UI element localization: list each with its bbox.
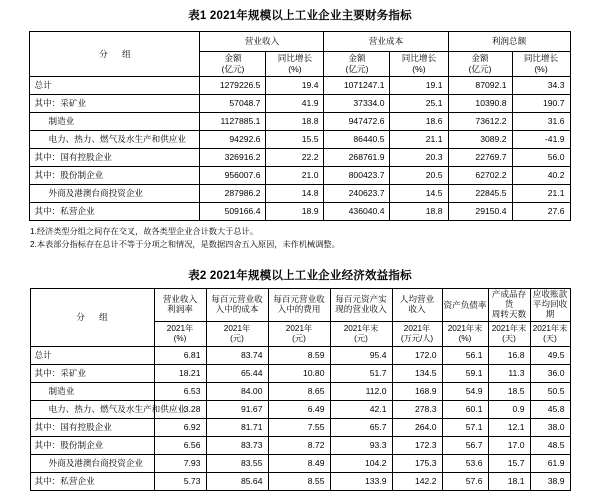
table1-row-label: 制造业 (30, 113, 200, 131)
table-row (30, 401, 570, 419)
table2-cell: 50.5 (530, 383, 570, 401)
table2-cell: 7.93 (154, 455, 206, 473)
table2-cell: 175.3 (392, 455, 442, 473)
table1-note-1: 1.经济类型分组之间存在交叉，故各类型企业合计数大于总计。 (30, 227, 258, 236)
table1-cell: 268761.9 (324, 149, 390, 167)
table1-cell: 14.8 (266, 185, 324, 203)
table2-cell: 85.64 (206, 473, 268, 491)
table2-head (30, 289, 570, 347)
table1-subheader-revenue-growth-l1: 同比增长 (277, 53, 313, 64)
table2-col-expense-per-100-l1: 每百元营业收 (273, 294, 325, 305)
table1-cell: 10390.8 (448, 95, 512, 113)
table2-cell: 18.21 (154, 365, 206, 383)
table1-subheader-cost-amount-l2: (亿元) (345, 64, 369, 74)
table1-notes (30, 226, 570, 251)
table2-row-label: 其中：私营企业 (30, 473, 154, 491)
table2-unit-expense-per-100 (268, 322, 330, 347)
table2-unit-profit-margin (154, 322, 206, 347)
table2-cell: 168.9 (392, 383, 442, 401)
table2-cell: 6.81 (154, 347, 206, 365)
table1-cell: 14.5 (390, 185, 448, 203)
table2-cell: 18.5 (488, 383, 530, 401)
table1-subheader-profit-growth (512, 52, 570, 77)
table1-title: 表1 2021年规模以上工业企业主要财务指标 (188, 10, 412, 22)
table2-unit-receivables-period-l1: 2021年末 (532, 323, 568, 333)
table2-unit-revenue-per-capita (392, 322, 442, 347)
table-row (30, 113, 570, 131)
table2-cell: 3.28 (154, 401, 206, 419)
table1-cell: 25.1 (390, 95, 448, 113)
table1-cell: 18.9 (266, 203, 324, 221)
table2-cell: 42.1 (330, 401, 392, 419)
table1-colgroup-profit: 利润总额 (448, 32, 570, 52)
table2-cell: 84.00 (206, 383, 268, 401)
table1-cell: 37334.0 (324, 95, 390, 113)
table2-cell: 172.3 (392, 437, 442, 455)
table2-cell: 264.0 (392, 419, 442, 437)
table2-cell: 6.56 (154, 437, 206, 455)
table1-cell: 22.2 (266, 149, 324, 167)
table1-cell: 86440.5 (324, 131, 390, 149)
table1-cell: 29150.4 (448, 203, 512, 221)
table2-unit-revenue-per-100-assets-l2: (元) (354, 334, 368, 344)
table2-cell: 83.74 (206, 347, 268, 365)
table2-col-receivables-period-l2: 平均回收期 (532, 299, 568, 320)
table2 (30, 288, 571, 491)
table2-unit-expense-per-100-l2: (元) (292, 334, 306, 344)
table2-cell: 12.1 (488, 419, 530, 437)
table2-cell: 91.67 (206, 401, 268, 419)
table-row (30, 383, 570, 401)
table1-row-label: 其中：私营企业 (30, 203, 200, 221)
table2-unit-receivables-period (530, 322, 570, 347)
table1-subheader-revenue-amount (200, 52, 266, 77)
table2-cell: 95.4 (330, 347, 392, 365)
table1-cell: 287986.2 (200, 185, 266, 203)
table1-cell: 3089.2 (448, 131, 512, 149)
table1-cell: 22769.7 (448, 149, 512, 167)
table2-cell: 56.7 (442, 437, 488, 455)
table2-row-label: 制造业 (30, 383, 154, 401)
table-row (30, 77, 570, 95)
table1-title-wrapper (0, 0, 600, 23)
table2-body (30, 347, 570, 491)
table2-cell: 36.0 (530, 365, 570, 383)
table1-subheader-revenue-amount-l1: 金额 (224, 53, 242, 64)
table-row (30, 473, 570, 491)
table2-unit-debt-ratio-l2: (%) (458, 334, 472, 344)
table-row (30, 455, 570, 473)
table2-col-cost-per-100-l2: 入中的成本 (215, 304, 259, 315)
table1-cell: 20.5 (390, 167, 448, 185)
table-row (30, 203, 570, 221)
table1-subheader-cost-amount (324, 52, 390, 77)
table2-cell: 172.0 (392, 347, 442, 365)
table2-cell: 104.2 (330, 455, 392, 473)
table1-cell: 18.8 (390, 203, 448, 221)
table1-row-label: 其中：采矿业 (30, 95, 200, 113)
table2-row-label: 电力、热力、燃气及水生产和供应业 (30, 401, 154, 419)
table2-col-inventory-turnover-l1: 产成品存货 (491, 289, 527, 310)
table-row (30, 419, 570, 437)
table1-cell: 1127885.1 (200, 113, 266, 131)
table2-cell: 48.5 (530, 437, 570, 455)
table1-cell: 190.7 (512, 95, 570, 113)
table2-cell: 16.8 (488, 347, 530, 365)
table2-cell: 10.80 (268, 365, 330, 383)
table2-cell: 81.71 (206, 419, 268, 437)
table2-col-expense-per-100 (268, 289, 330, 322)
table-row (30, 185, 570, 203)
table2-col-profit-margin-l1: 营业收入 (162, 294, 198, 305)
table2-col-revenue-per-capita (392, 289, 442, 322)
table1-cell: 57048.7 (200, 95, 266, 113)
table2-unit-expense-per-100-l1: 2021年 (285, 323, 313, 333)
table2-col-revenue-per-100-assets-l2: 现的营业收入 (335, 304, 387, 315)
table2-cell: 17.0 (488, 437, 530, 455)
table-row (30, 365, 570, 383)
table1-cell: 40.2 (512, 167, 570, 185)
table1-subheader-revenue-growth-l2: (%) (288, 64, 302, 74)
table1-row-label: 外商及港澳台商投资企业 (30, 185, 200, 203)
table2-cell: 133.9 (330, 473, 392, 491)
table2-row-label: 外商及港澳台商投资企业 (30, 455, 154, 473)
table2-col-cost-per-100-l1: 每百元营业收 (211, 294, 263, 305)
table1-cell: 21.0 (266, 167, 324, 185)
table1-subheader-revenue-amount-l2: (亿元) (221, 64, 245, 74)
table2-cell: 51.7 (330, 365, 392, 383)
table1-cell: 326916.2 (200, 149, 266, 167)
table2-unit-cost-per-100 (206, 322, 268, 347)
table1-cell: 947472.6 (324, 113, 390, 131)
table2-cell: 6.53 (154, 383, 206, 401)
table2-cell: 8.59 (268, 347, 330, 365)
table2-unit-revenue-per-100-assets-l1: 2021年末 (343, 323, 379, 333)
table2-cell: 57.1 (442, 419, 488, 437)
table1-colgroup-revenue: 营业收入 (200, 32, 324, 52)
table1-cell: 20.3 (390, 149, 448, 167)
table2-cell: 15.7 (488, 455, 530, 473)
table2-cell: 6.49 (268, 401, 330, 419)
table2-cell: 8.72 (268, 437, 330, 455)
table2-cell: 83.55 (206, 455, 268, 473)
table2-unit-debt-ratio (442, 322, 488, 347)
table1 (29, 31, 570, 221)
table2-cell: 134.5 (392, 365, 442, 383)
table1-cell: 15.5 (266, 131, 324, 149)
table2-col-debt-ratio-l1: 资产负债率 (443, 299, 487, 310)
table2-cell: 54.9 (442, 383, 488, 401)
table1-subheader-cost-growth-l1: 同比增长 (401, 53, 437, 64)
table2-cell: 8.49 (268, 455, 330, 473)
table1-cell: 509166.4 (200, 203, 266, 221)
table1-cell: 240623.7 (324, 185, 390, 203)
table1-cell: 56.0 (512, 149, 570, 167)
table2-col-revenue-per-capita-l2: 收入 (408, 304, 426, 315)
table-row (30, 437, 570, 455)
table2-cell: 8.55 (268, 473, 330, 491)
table1-cell: 41.9 (266, 95, 324, 113)
table2-cell: 49.5 (530, 347, 570, 365)
table1-cell: 956007.6 (200, 167, 266, 185)
table2-cell: 57.6 (442, 473, 488, 491)
table2-cell: 45.8 (530, 401, 570, 419)
table2-unit-revenue-per-capita-l1: 2021年 (403, 323, 431, 333)
table2-row-label: 其中：股份制企业 (30, 437, 154, 455)
table1-subheader-cost-growth (390, 52, 448, 77)
table2-title-wrapper (0, 251, 600, 288)
table1-body (30, 77, 570, 221)
table2-col-cost-per-100 (206, 289, 268, 322)
table2-cell: 38.9 (530, 473, 570, 491)
table2-cell: 61.9 (530, 455, 570, 473)
table2-unit-debt-ratio-l1: 2021年末 (447, 323, 483, 333)
table1-cell: 27.6 (512, 203, 570, 221)
table2-col-inventory-turnover-l2: 周转天数 (491, 309, 527, 320)
table2-col-receivables-period-l1: 应收账款 (532, 289, 568, 300)
table1-subheader-cost-growth-l2: (%) (412, 64, 426, 74)
table2-row-label: 其中：国有控股企业 (30, 419, 154, 437)
table1-row-label: 电力、热力、燃气及水生产和供应业 (30, 131, 200, 149)
table1-subheader-profit-amount-l2: (亿元) (468, 64, 492, 74)
table1-note-2: 2.本表部分指标存在总计不等于分项之和情况，是数据四舍五入原因，未作机械调整。 (30, 239, 340, 249)
table1-cell: 21.1 (390, 131, 448, 149)
table1-cell: 31.6 (512, 113, 570, 131)
table1-header-row-groups (30, 32, 570, 52)
table2-cell: 5.73 (154, 473, 206, 491)
table2-col-revenue-per-100-assets (330, 289, 392, 322)
table1-cell: 22845.5 (448, 185, 512, 203)
table2-cell: 65.44 (206, 365, 268, 383)
table1-cell: 1279226.5 (200, 77, 266, 95)
table2-cell: 0.9 (488, 401, 530, 419)
table2-unit-profit-margin-l2: (%) (173, 334, 187, 344)
table2-unit-revenue-per-100-assets (330, 322, 392, 347)
table2-unit-profit-margin-l1: 2021年 (166, 323, 194, 333)
table1-cell: 73612.2 (448, 113, 512, 131)
table2-cell: 83.73 (206, 437, 268, 455)
table1-cell: -41.9 (512, 131, 570, 149)
table1-subheader-profit-growth-l1: 同比增长 (523, 53, 559, 64)
table2-cell: 8.65 (268, 383, 330, 401)
table1-subheader-profit-growth-l2: (%) (534, 64, 548, 74)
table2-row-label: 其中：采矿业 (30, 365, 154, 383)
table2-cell: 142.2 (392, 473, 442, 491)
table1-cell: 800423.7 (324, 167, 390, 185)
table2-cell: 6.92 (154, 419, 206, 437)
table2-unit-revenue-per-capita-l2: (万元/人) (400, 334, 434, 344)
table1-row-label: 其中：国有控股企业 (30, 149, 200, 167)
table1-row-label: 总计 (30, 77, 200, 95)
table1-cell: 21.1 (512, 185, 570, 203)
table2-unit-inventory-turnover-l1: 2021年末 (491, 323, 527, 333)
table2-col-profit-margin (154, 289, 206, 322)
table2-col-expense-per-100-l2: 入中的费用 (277, 304, 321, 315)
table2-unit-receivables-period-l2: (天) (543, 334, 557, 344)
table-row (30, 149, 570, 167)
table1-cell: 1071247.1 (324, 77, 390, 95)
table2-cell: 60.1 (442, 401, 488, 419)
table2-header-row-main (30, 289, 570, 322)
table2-cell: 11.3 (488, 365, 530, 383)
table2-cell: 93.3 (330, 437, 392, 455)
table2-unit-inventory-turnover (488, 322, 530, 347)
table1-group-col-header: 分 组 (30, 32, 200, 77)
table1-cell: 18.8 (266, 113, 324, 131)
table-row (30, 347, 570, 365)
table1-cell: 436040.4 (324, 203, 390, 221)
table1-subheader-cost-amount-l1: 金额 (348, 53, 366, 64)
table2-col-profit-margin-l2: 利润率 (167, 304, 193, 315)
table1-cell: 62702.2 (448, 167, 512, 185)
table2-cell: 65.7 (330, 419, 392, 437)
table1-subheader-profit-amount (448, 52, 512, 77)
table2-cell: 112.0 (330, 383, 392, 401)
table2-row-label: 总计 (30, 347, 154, 365)
table2-cell: 56.1 (442, 347, 488, 365)
table2-cell: 59.1 (442, 365, 488, 383)
table1-head (30, 32, 570, 77)
table2-col-debt-ratio (442, 289, 488, 322)
table1-cell: 87092.1 (448, 77, 512, 95)
table2-unit-inventory-turnover-l2: (天) (502, 334, 516, 344)
table2-cell: 278.3 (392, 401, 442, 419)
table1-cell: 94292.6 (200, 131, 266, 149)
table2-cell: 7.55 (268, 419, 330, 437)
table2-col-revenue-per-100-assets-l1: 每百元资产实 (335, 294, 387, 305)
table2-col-inventory-turnover (488, 289, 530, 322)
table1-subheader-revenue-growth (266, 52, 324, 77)
table1-cell: 19.4 (266, 77, 324, 95)
table1-colgroup-cost: 营业成本 (324, 32, 448, 52)
table-row (30, 167, 570, 185)
table2-cell: 38.0 (530, 419, 570, 437)
table2-cell: 18.1 (488, 473, 530, 491)
table2-cell: 53.6 (442, 455, 488, 473)
table2-group-col-header: 分 组 (30, 289, 154, 347)
table2-col-receivables-period (530, 289, 570, 322)
table1-cell: 34.3 (512, 77, 570, 95)
table1-subheader-profit-amount-l1: 金额 (471, 53, 489, 64)
table1-row-label: 其中：股份制企业 (30, 167, 200, 185)
table2-col-revenue-per-capita-l1: 人均营业 (399, 294, 435, 305)
table-row (30, 131, 570, 149)
table1-cell: 18.6 (390, 113, 448, 131)
table2-unit-cost-per-100-l1: 2021年 (223, 323, 251, 333)
table2-unit-cost-per-100-l2: (元) (230, 334, 244, 344)
table1-cell: 19.1 (390, 77, 448, 95)
table-row (30, 95, 570, 113)
table2-title: 表2 2021年规模以上工业企业经济效益指标 (188, 270, 412, 283)
